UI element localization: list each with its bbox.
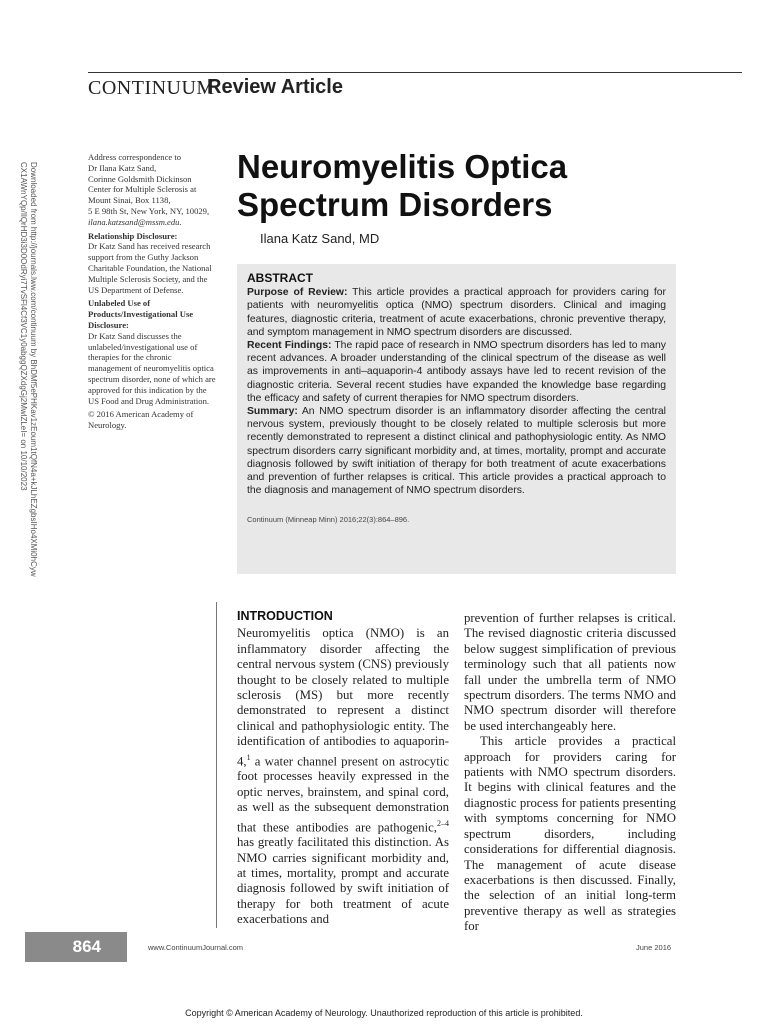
download-notice-line-1: Downloaded from http://journals.lww.com/continuum by BhDMf5ePHKav1zEoum1tQfN4a+kJLhEZgbsIHo4XMi0hCyw: [29, 162, 38, 577]
title-line-1: Neuromyelitis Optica: [237, 148, 568, 185]
citation: Continuum (Minneap Minn) 2016;22(3):864–896.: [247, 515, 410, 525]
body-column-2: [464, 611, 676, 935]
abstract-findings: [247, 339, 666, 405]
download-notice-line-2: CX1AWnYQp/IlQrHD3i3D0OdRyi7TvSFl4Cf3VC1y0abggQZXdgGj2MwlZLeI= on 10/10/2023: [19, 162, 28, 491]
abstract-box: [237, 264, 676, 574]
article-title: [237, 148, 677, 224]
header-rule: [88, 72, 742, 73]
relationship-disclosure: [88, 231, 216, 296]
summary-text: An NMO spectrum disorder is an inflammatory disorder affecting the central nervous system, previously thought to be closely related to multiple sclerosis but more recently demonstrated to represent a distinct clinical and pathophysiologic entity. As NMO spectrum disorders carry significant morbidity and, at times, mortality, prompt and accurate diagnosis followed by swift initiation of therapy for both treatment of acute exacerbations and prevention of further relapses is critical. This article provides a practical approach to the diagnosis and management of NMO spectrum disorders.: [247, 406, 666, 497]
address-line: Mount Sinai, Box 1138,: [88, 195, 171, 206]
abstract-purpose: [247, 286, 666, 339]
intro-text-a: Neuromyelitis optica (NMO) is an inflammatory disorder affecting the central nervous system (CNS) previously thought to be closely related to multiple sclerosis (MS) but more recently demonstrated to represent a distinct clinical and pathophysiologic entity. The identification of antibodies to aquaporin-4,: [237, 626, 449, 768]
body-column-1: [237, 609, 449, 928]
col2-paragraph-2: This article provides a practical approach for providers caring for patients with NMO spectrum disorders. It begins with clinical features and the diagnostic process for patients presenting with symptoms concerning for NMO spectrum disorders, including considerations for differential diagnosis. The management of acute disease exacerbations is then discussed. Finally, the selection of an initial long-term preventive therapy as well as strategies for: [464, 734, 676, 934]
abstract-summary: [247, 405, 666, 497]
copyright-notice: Copyright © American Academy of Neurology. Unauthorized reproduction of this article is prohibited.: [185, 1008, 583, 1018]
address-line: Dr Ilana Katz Sand,: [88, 162, 157, 173]
sidebar-copyright: © 2016 American Academy of Neurology.: [88, 409, 194, 431]
findings-label: Recent Findings:: [247, 340, 332, 352]
address-line: Center for Multiple Sclerosis at: [88, 184, 197, 195]
download-notice-text: [18, 162, 38, 577]
title-line-2: Spectrum Disorders: [237, 186, 553, 223]
intro-paragraph: [237, 626, 449, 927]
intro-text-c: has greatly facilitated this distinction. As NMO carries significant morbidity and, at times, mortality, prompt and accurate diagnosis followed by swift initiation of therapy for both treatment of acute exacerbations and: [237, 835, 449, 927]
relationship-text: Dr Katz Sand has received research support from the Guthy Jackson Charitable Foundation, the National Multiple Sclerosis Society, and the US Department of Defense.: [88, 241, 212, 295]
author-name: Ilana Katz Sand, MD: [260, 231, 380, 246]
issue-date: June 2016: [636, 943, 672, 952]
reference-1[interactable]: 1: [246, 752, 251, 762]
reference-2-4[interactable]: 2–4: [437, 818, 449, 828]
purpose-label: Purpose of Review:: [247, 287, 348, 299]
address-block: [88, 152, 216, 228]
summary-label: Summary:: [247, 406, 298, 418]
col2-paragraph-1: prevention of further relapses is critical. The revised diagnostic criteria discussed below suggest simplification of previous terminology such that all patients now fall under the umbrella term of NMO spectrum disorders. The terms NMO and NMO spectrum disorder will therefore be used interchangeably here.: [464, 611, 676, 733]
journal-url[interactable]: www.ContinuumJournal.com: [148, 943, 244, 952]
intro-heading: INTRODUCTION: [237, 609, 333, 623]
address-line: 5 E 98th St, New York, NY, 10029,: [88, 205, 210, 216]
journal-brand: CONTINUUM: [88, 77, 215, 99]
intro-text-b: a water channel present on astrocytic foot processes heavily expressed in the optic nerves, brainstem, and spinal cord, as well as the subsequent demonstration that these antibodies are pathogenic,: [237, 753, 449, 834]
download-notice: [19, 162, 39, 602]
address-line: Address correspondence to: [88, 152, 182, 162]
abstract-heading: ABSTRACT: [247, 271, 313, 285]
findings-text: The rapid pace of research in NMO spectrum disorders has led to many recent advances. A broader understanding of the clinical spectrum of the disease as well as improvements in anti–aquaporin-4 antibody assays have led to recent revision of the diagnostic criteria. Several recent studies have expanded the knowledge base regarding the efficacy and safety of current therapies for NMO spectrum disorders.: [247, 340, 666, 404]
author-email[interactable]: ilana.katzsand@mssm.edu.: [88, 216, 182, 227]
sidebar: [88, 152, 216, 434]
sidebar-divider: [216, 602, 217, 928]
purpose-text: This article provides a practical approach for providers caring for patients with neuromyelitis optica (NMO) spectrum disorders. Clinical and imaging features, diagnostic criteria, treatment of acute exacerbations, chronic preventive therapy, and symptom management in NMO spectrum disorders are discussed.: [247, 287, 666, 338]
unlabeled-text: Dr Katz Sand discusses the unlabeled/investigational use of therapies for the chronic management of neuromyelitis optica spectrum disorder, none of which are approved for this indication by the US Food and Drug Administration.: [88, 330, 216, 406]
relationship-heading: Relationship Disclosure:: [88, 230, 178, 241]
article-type: Review Article: [207, 76, 343, 98]
unlabeled-use-disclosure: [88, 298, 216, 406]
address-line: Corinne Goldsmith Dickinson: [88, 173, 192, 184]
unlabeled-heading: Unlabeled Use of Products/Investigational Use Disclosure:: [88, 298, 194, 330]
page-number: 864: [25, 932, 127, 962]
